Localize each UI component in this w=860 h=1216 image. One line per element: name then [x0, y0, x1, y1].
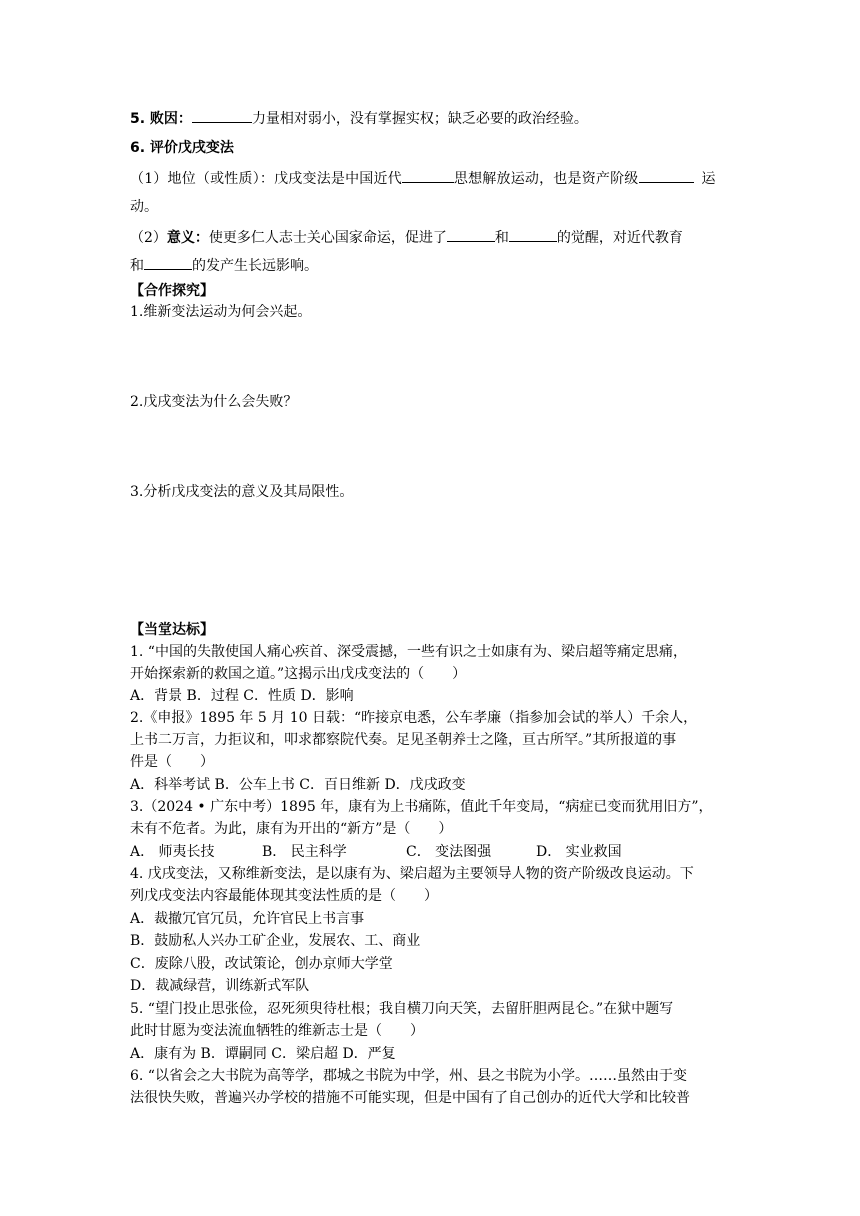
p2-text-e: 的发产生长远影响。 [192, 258, 318, 274]
item3-options [130, 842, 632, 862]
item5-options: A．康有为 B．谭嗣同 C．梁启超 D．严复 [130, 1046, 396, 1062]
q5-line [130, 108, 588, 129]
q5-label: 5. 败因： [130, 111, 192, 127]
q6-title: 6. 评价戊戌变法 [130, 140, 234, 156]
fill-blank[interactable] [144, 255, 192, 270]
item6-line1: 6. “以省会之大书院为高等学，郡城之书院为中学，州、县之书院为小学。……虽然由于变 [130, 1068, 687, 1084]
item2-line1: 2.《申报》1895 年 5 月 10 日载：“昨接京电悉，公车孝廉（指参加会试的举人）千余人， [130, 710, 698, 726]
item1-options: A．背景 B．过程 C．性质 D．影响 [130, 688, 354, 704]
p2-prefix: （2） [130, 230, 167, 246]
item5-line2: 此时甘愿为变法流血牺牲的维新志士是（ ） [130, 1023, 424, 1039]
p1-text-c: 运 [701, 171, 716, 187]
p1-line2: 动。 [130, 199, 158, 215]
p2-text-c: 的觉醒，对近代教育 [556, 230, 683, 246]
item3-line1: 3.（2024 • 广东中考）1895 年，康有为上书痛陈，值此千年变局，“病症已变而犹用旧方”， [130, 799, 713, 815]
p1-line1 [130, 168, 716, 189]
p2-text-b: 和 [494, 230, 509, 246]
p2-text-a: 使更多仁人志士关心国家命运，促进了 [208, 230, 447, 246]
class-header: 【当堂达标】 [130, 622, 214, 638]
item4-line1: 4. 戊戌变法，又称维新变法，是以康有为、梁启超为主要领导人物的资产阶级改良运动。下 [130, 866, 694, 882]
item4-option-c: C．废除八股，改试策论，创办京师大学堂 [130, 956, 393, 972]
item2-line3: 件是（ ） [130, 754, 214, 770]
item4-option-a: A．裁撤冗官冗员，允许官民上书言事 [130, 911, 365, 927]
option-c: C． 变法图强 [406, 844, 492, 860]
p1-text-a: （1）地位（或性质）：戊戌变法是中国近代 [130, 171, 402, 187]
item1-line1: 1. “中国的失散使国人痛心疾首、深受震撼，一些有识之士如康有为、梁启超等痛定思痛， [130, 644, 687, 660]
coop-q3: 3.分析戊戌变法的意义及其局限性。 [130, 484, 354, 500]
option-d: D． 实业救国 [536, 844, 622, 860]
coop-header: 【合作探究】 [130, 283, 214, 299]
coop-q1: 1.维新变法运动为何会兴起。 [130, 304, 312, 320]
fill-blank[interactable] [639, 168, 694, 183]
p2-line1 [130, 227, 683, 248]
q5-text: 力量相对弱小，没有掌握实权；缺乏必要的政治经验。 [251, 111, 588, 127]
p2-line2 [130, 255, 318, 276]
item2-options: A．科举考试 B．公车上书 C．百日维新 D．戊戌政变 [130, 777, 466, 793]
p2-label: 意义： [166, 230, 209, 246]
item6-line2: 法很快失败，普遍兴办学校的措施不可能实现，但是中国有了自己创办的近代大学和比较普 [130, 1090, 690, 1106]
option-a: A． 师夷长技 [130, 844, 215, 860]
item1-line2: 开始探索新的救国之道。”这揭示出戊戌变法的（ ） [130, 666, 467, 682]
item2-line2: 上书二万言，力拒议和，叩求都察院代奏。足见圣朝养士之隆，亘古所罕。”其所报道的事 [130, 732, 677, 748]
p2-text-d: 和 [130, 258, 144, 274]
fill-blank[interactable] [509, 227, 557, 242]
option-b: B． 民主科学 [262, 844, 347, 860]
p1-text-b: 思想解放运动，也是资产阶级 [453, 171, 639, 187]
fill-blank[interactable] [192, 108, 252, 123]
coop-q2: 2.戊戌变法为什么会失败？ [130, 394, 298, 410]
fill-blank[interactable] [447, 227, 495, 242]
item4-option-b: B．鼓励私人兴办工矿企业，发展农、工、商业 [130, 933, 421, 949]
item4-line2: 列戊戌变法内容最能体现其变法性质的是（ ） [130, 888, 438, 904]
fill-blank[interactable] [402, 168, 454, 183]
item3-line2: 未有不危者。为此，康有为开出的“新方”是（ ） [130, 821, 453, 837]
item5-line1: 5. “望门投止思张俭，忍死须臾待杜根；我自横刀向天笑，去留肝胆两昆仑。”在狱中题写 [130, 1001, 674, 1017]
item4-option-d: D．裁减绿营，训练新式军队 [130, 978, 310, 994]
